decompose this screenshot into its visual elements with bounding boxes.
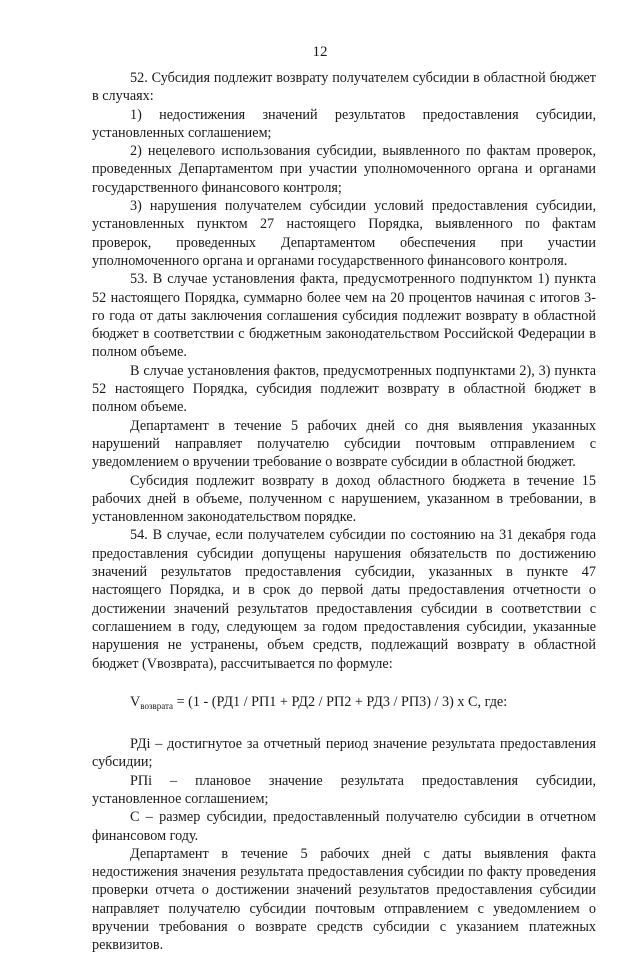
definition-c: С – размер субсидии, предоставленный получателю субсидии в отчетном финансовом году. — [92, 809, 596, 844]
paragraph-52-item-1: 1) недостижения значений результатов предоставления субсидии, установленных соглашением; — [92, 106, 596, 141]
paragraph-53-deadline: Субсидия подлежит возврату в доход областного бюджета в течение 15 рабочих дней в объеме, полученном с нарушением, указанном в требовании, в установленном законодательством порядке. — [92, 472, 596, 526]
paragraph-54: 54. В случае, если получателем субсидии по состоянию на 31 декабря года предоставления субсидии допущены нарушения обязательств по достижению значений результатов предоставления субсидии, указанных в пункте 47 настоящего Порядка, и в срок до первой даты предоставления отчетности о достижении значений результатов предоставления субсидии в соответствии с соглашением в году, следующем за годом предоставления субсидии, указанные нарушения не устранены, объем средств, подлежащий возврату в областной бюджет (Vвозврата), рассчитывается по формуле: — [92, 527, 596, 672]
paragraph-52-item-2: 2) нецелевого использования субсидии, выявленного по фактам проверок, проведенных Департаментом при участии уполномоченного органа и органами государственного финансового контроля; — [92, 143, 596, 196]
formula-symbol: V — [130, 693, 141, 710]
document-body — [92, 69, 596, 955]
definition-rdi: РДi – достигнутое за отчетный период значение результата предоставления субсидии; — [92, 736, 596, 771]
paragraph-53-notice: Департамент в течение 5 рабочих дней со дня выявления указанных нарушений направляет получателю субсидии почтовым отправлением с уведомлением о вручении требование о возврате субсидии в областной бюджет. — [92, 417, 596, 471]
formula-expression: = (1 - (РД1 / РП1 + РД2 / РП2 + РД3 / РП3) / 3) x С, где: — [173, 693, 508, 710]
page-number: 12 — [312, 44, 328, 60]
paragraph-53-full-return: В случае установления фактов, предусмотренных подпунктами 2), 3) пункта 52 настоящего Порядка, субсидия подлежит возврату в областной бюджет в полном объеме. — [92, 362, 596, 416]
paragraph-53: 53. В случае установления факта, предусмотренного подпунктом 1) пункта 52 настоящего Порядка, суммарно более чем на 20 процентов начиная с итогов 3-го года от даты заключения соглашения субсидия подлежит возврату в областной бюджет в соответствии с бюджетным законодательством Российской Федерации в полном объеме. — [92, 271, 596, 361]
paragraph-52-item-3: 3) нарушения получателем субсидии условий предоставления субсидии, установленных пунктом 27 настоящего Порядка, выявленного по фактам проверок, проведенных Департаментом обеспечения при участии уполномоченного органа и органами государственного финансового контроля. — [92, 198, 596, 269]
formula-subscript: возврата — [140, 700, 174, 711]
paragraph-52: 52. Субсидия подлежит возврату получателем субсидии в областной бюджет в случаях: — [92, 70, 596, 105]
return-formula — [92, 693, 596, 715]
paragraph-department-notice: Департамент в течение 5 рабочих дней с даты выявления факта недостижения значения результата предоставления субсидии по факту проведения проверки отчета о достижении значений результатов предоставления субсидии направляет получателю субсидии почтовым отправлением с уведомлением о вручении требования о возврате средств субсидии с указанием платежных реквизитов. — [92, 845, 596, 954]
definition-rpi: РПi – плановое значение результата предоставления субсидии, установленное соглашением; — [92, 772, 596, 807]
